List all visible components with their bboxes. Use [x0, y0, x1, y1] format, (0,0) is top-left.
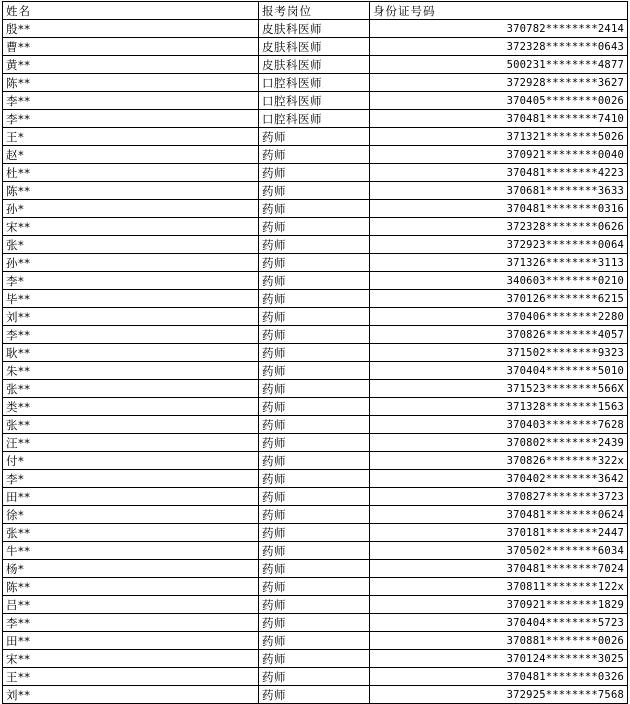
cell-id-number[interactable]: 370481********0326 [370, 668, 628, 686]
cell-name[interactable]: 朱** [3, 362, 259, 380]
cell-post[interactable]: 药师 [259, 236, 370, 254]
cell-name[interactable]: 类** [3, 398, 259, 416]
table-row [3, 578, 628, 596]
cell-post[interactable]: 药师 [259, 362, 370, 380]
table-row [3, 218, 628, 236]
table-row [3, 596, 628, 614]
cell-post[interactable]: 药师 [259, 578, 370, 596]
cell-name[interactable]: 孙* [3, 200, 259, 218]
table-row [3, 650, 628, 668]
cell-post[interactable]: 药师 [259, 344, 370, 362]
cell-post[interactable]: 药师 [259, 452, 370, 470]
cell-name[interactable]: 曹** [3, 38, 259, 56]
cell-id-number[interactable]: 370406********2280 [370, 308, 628, 326]
cell-id-number[interactable]: 500231********4877 [370, 56, 628, 74]
table-row [3, 632, 628, 650]
cell-id-number[interactable]: 372928********3627 [370, 74, 628, 92]
cell-post[interactable]: 药师 [259, 488, 370, 506]
cell-id-number[interactable]: 372328********0626 [370, 218, 628, 236]
cell-name[interactable]: 陈** [3, 74, 259, 92]
cell-id-number[interactable]: 370403********7628 [370, 416, 628, 434]
cell-name[interactable]: 张** [3, 416, 259, 434]
cell-name[interactable]: 李* [3, 272, 259, 290]
spreadsheet-sheet [2, 1, 627, 704]
cell-name[interactable]: 杨* [3, 560, 259, 578]
cell-name[interactable]: 刘** [3, 308, 259, 326]
cell-id-number[interactable]: 370782********2414 [370, 20, 628, 38]
cell-name[interactable]: 杜** [3, 164, 259, 182]
cell-name[interactable]: 李** [3, 110, 259, 128]
cell-post[interactable]: 药师 [259, 542, 370, 560]
cell-post[interactable]: 药师 [259, 182, 370, 200]
candidate-table-body [3, 2, 628, 704]
cell-name[interactable]: 李* [3, 470, 259, 488]
cell-post[interactable]: 口腔科医师 [259, 110, 370, 128]
table-row [3, 506, 628, 524]
cell-post[interactable]: 药师 [259, 146, 370, 164]
cell-id-number[interactable]: 370481********7410 [370, 110, 628, 128]
table-row [3, 272, 628, 290]
cell-name[interactable]: 孙** [3, 254, 259, 272]
cell-name[interactable]: 耿** [3, 344, 259, 362]
table-row [3, 128, 628, 146]
cell-post[interactable]: 药师 [259, 506, 370, 524]
table-row [3, 398, 628, 416]
cell-id-number[interactable]: 370481********7024 [370, 560, 628, 578]
table-row [3, 326, 628, 344]
cell-id-number[interactable]: 370921********1829 [370, 596, 628, 614]
column-header-id-number[interactable]: 身份证号码 [370, 2, 628, 20]
cell-name[interactable]: 宋** [3, 650, 259, 668]
cell-post[interactable]: 药师 [259, 650, 370, 668]
cell-id-number[interactable]: 372923********0064 [370, 236, 628, 254]
cell-name[interactable]: 陈** [3, 182, 259, 200]
cell-name[interactable]: 徐* [3, 506, 259, 524]
table-row [3, 488, 628, 506]
cell-id-number[interactable]: 370826********322x [370, 452, 628, 470]
table-row [3, 110, 628, 128]
cell-id-number[interactable]: 371523********566X [370, 380, 628, 398]
table-row [3, 362, 628, 380]
table-row [3, 416, 628, 434]
cell-post[interactable]: 药师 [259, 560, 370, 578]
cell-id-number[interactable]: 371326********3113 [370, 254, 628, 272]
table-row [3, 290, 628, 308]
cell-post[interactable]: 药师 [259, 686, 370, 704]
table-header-row [3, 2, 628, 20]
table-row [3, 560, 628, 578]
cell-post[interactable]: 药师 [259, 128, 370, 146]
table-row [3, 20, 628, 38]
cell-name[interactable]: 张** [3, 380, 259, 398]
cell-name[interactable]: 王** [3, 668, 259, 686]
cell-id-number[interactable]: 370402********3642 [370, 470, 628, 488]
cell-post[interactable]: 药师 [259, 434, 370, 452]
cell-id-number[interactable]: 370681********3633 [370, 182, 628, 200]
cell-id-number[interactable]: 370881********0026 [370, 632, 628, 650]
cell-post[interactable]: 药师 [259, 416, 370, 434]
cell-id-number[interactable]: 370826********4057 [370, 326, 628, 344]
cell-post[interactable]: 口腔科医师 [259, 74, 370, 92]
table-row [3, 344, 628, 362]
table-row [3, 614, 628, 632]
table-row [3, 686, 628, 704]
candidate-table [2, 1, 628, 704]
cell-name[interactable]: 吕** [3, 596, 259, 614]
cell-name[interactable]: 张** [3, 524, 259, 542]
table-row [3, 92, 628, 110]
table-row [3, 524, 628, 542]
cell-id-number[interactable]: 372925********7568 [370, 686, 628, 704]
cell-id-number[interactable]: 370827********3723 [370, 488, 628, 506]
table-row [3, 380, 628, 398]
cell-name[interactable]: 毕** [3, 290, 259, 308]
cell-post[interactable]: 药师 [259, 380, 370, 398]
table-row [3, 452, 628, 470]
cell-post[interactable]: 皮肤科医师 [259, 20, 370, 38]
cell-name[interactable]: 牛** [3, 542, 259, 560]
table-row [3, 308, 628, 326]
cell-post[interactable]: 药师 [259, 614, 370, 632]
cell-name[interactable]: 付* [3, 452, 259, 470]
cell-id-number[interactable]: 370405********0026 [370, 92, 628, 110]
cell-name[interactable]: 陈** [3, 578, 259, 596]
table-row [3, 146, 628, 164]
cell-post[interactable]: 药师 [259, 596, 370, 614]
cell-post[interactable]: 药师 [259, 164, 370, 182]
cell-id-number[interactable]: 370502********6034 [370, 542, 628, 560]
table-row [3, 56, 628, 74]
table-row [3, 434, 628, 452]
cell-post[interactable]: 药师 [259, 200, 370, 218]
cell-name[interactable]: 李** [3, 92, 259, 110]
cell-id-number[interactable]: 370481********4223 [370, 164, 628, 182]
cell-id-number[interactable]: 370921********0040 [370, 146, 628, 164]
cell-id-number[interactable]: 370811********122x [370, 578, 628, 596]
cell-name[interactable]: 宋** [3, 218, 259, 236]
table-row [3, 542, 628, 560]
cell-name[interactable]: 王* [3, 128, 259, 146]
table-row [3, 254, 628, 272]
cell-id-number[interactable]: 371321********5026 [370, 128, 628, 146]
cell-id-number[interactable]: 370181********2447 [370, 524, 628, 542]
cell-post[interactable]: 口腔科医师 [259, 92, 370, 110]
cell-post[interactable]: 皮肤科医师 [259, 38, 370, 56]
table-row [3, 74, 628, 92]
cell-name[interactable]: 赵* [3, 146, 259, 164]
column-header-post[interactable]: 报考岗位 [259, 2, 370, 20]
cell-name[interactable]: 汪** [3, 434, 259, 452]
cell-name[interactable]: 张* [3, 236, 259, 254]
cell-name[interactable]: 李** [3, 326, 259, 344]
cell-post[interactable]: 药师 [259, 308, 370, 326]
table-row [3, 38, 628, 56]
cell-id-number[interactable]: 370404********5010 [370, 362, 628, 380]
cell-post[interactable]: 药师 [259, 254, 370, 272]
cell-post[interactable]: 药师 [259, 272, 370, 290]
cell-post[interactable]: 药师 [259, 290, 370, 308]
cell-id-number[interactable]: 371328********1563 [370, 398, 628, 416]
cell-name[interactable]: 李** [3, 614, 259, 632]
cell-id-number[interactable]: 370481********0624 [370, 506, 628, 524]
cell-id-number[interactable]: 370404********5723 [370, 614, 628, 632]
cell-id-number[interactable]: 372328********0643 [370, 38, 628, 56]
cell-id-number[interactable]: 371502********9323 [370, 344, 628, 362]
cell-id-number[interactable]: 370802********2439 [370, 434, 628, 452]
cell-post[interactable]: 药师 [259, 524, 370, 542]
table-row [3, 668, 628, 686]
cell-name[interactable]: 田** [3, 488, 259, 506]
cell-name[interactable]: 刘** [3, 686, 259, 704]
table-row [3, 236, 628, 254]
cell-post[interactable]: 药师 [259, 668, 370, 686]
cell-name[interactable]: 田** [3, 632, 259, 650]
cell-post[interactable]: 药师 [259, 398, 370, 416]
cell-post[interactable]: 药师 [259, 632, 370, 650]
cell-id-number[interactable]: 370126********6215 [370, 290, 628, 308]
cell-name[interactable]: 黄** [3, 56, 259, 74]
cell-post[interactable]: 药师 [259, 326, 370, 344]
cell-post[interactable]: 皮肤科医师 [259, 56, 370, 74]
cell-id-number[interactable]: 340603********0210 [370, 272, 628, 290]
column-header-name[interactable]: 姓名 [3, 2, 259, 20]
cell-post[interactable]: 药师 [259, 470, 370, 488]
cell-post[interactable]: 药师 [259, 218, 370, 236]
cell-id-number[interactable]: 370481********0316 [370, 200, 628, 218]
cell-name[interactable]: 殷** [3, 20, 259, 38]
table-row [3, 200, 628, 218]
table-row [3, 182, 628, 200]
table-row [3, 470, 628, 488]
table-row [3, 164, 628, 182]
cell-id-number[interactable]: 370124********3025 [370, 650, 628, 668]
